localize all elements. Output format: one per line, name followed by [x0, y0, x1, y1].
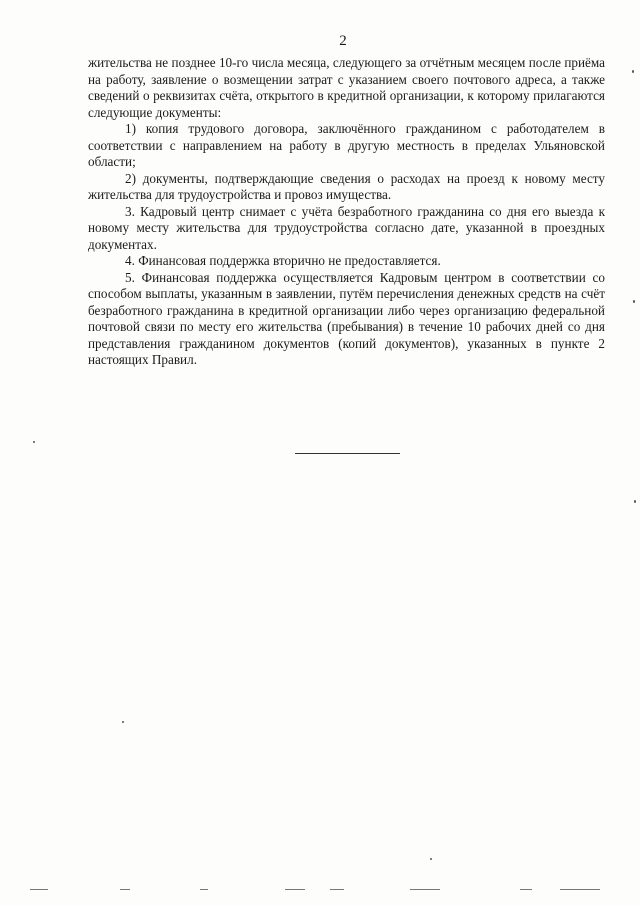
end-divider-line: [295, 453, 400, 454]
paragraph-5: 5. Финансовая поддержка осуществляется Кадровым центром в соответствии со способом выплаты, указанным в заявлении, путём перечисления денежных средств на счёт безработного гражданина в кредитной организации либо через организацию федеральной почтовой связи по месту его жительства (пребывания) в течение 10 рабочих дней со дня представления гражданином документов (копий документов), указанных в пункте 2 настоящих Правил.: [88, 269, 605, 367]
scan-speck: [632, 70, 634, 73]
scan-speck: [33, 441, 35, 443]
document-body: [88, 55, 605, 369]
paragraph-continuation: жительства не позднее 10-го числа месяца, следующего за отчётным месяцем после приёма на работу, заявление о возмещении затрат с указанием своего почтового адреса, а также сведений о реквизитах счёта, открытого в кредитной организации, к которому прилагаются следующие документы:: [88, 55, 605, 120]
paragraph-3: 3. Кадровый центр снимает с учёта безработного гражданина со дня его выезда к новому месту жительства для трудоустройства согласно дате, указанной в проездных документах.: [88, 203, 605, 252]
list-item-1: 1) копия трудового договора, заключённого гражданином с работодателем в соответствии с направлением на работу в другую местность в пределах Ульяновской области;: [88, 121, 605, 169]
scan-speck: [634, 500, 636, 503]
scan-speck: [122, 721, 124, 723]
scan-bottom-edge: [0, 889, 640, 895]
paragraph-4: 4. Финансовая поддержка вторично не предоставляется.: [125, 253, 441, 268]
list-item-2: 2) документы, подтверждающие сведения о расходах на проезд к новому месту жительства для трудоустройства и провоз имущества.: [88, 170, 605, 202]
scan-speck: [430, 858, 432, 860]
scan-speck: [633, 300, 635, 303]
page-number: 2: [339, 33, 347, 49]
